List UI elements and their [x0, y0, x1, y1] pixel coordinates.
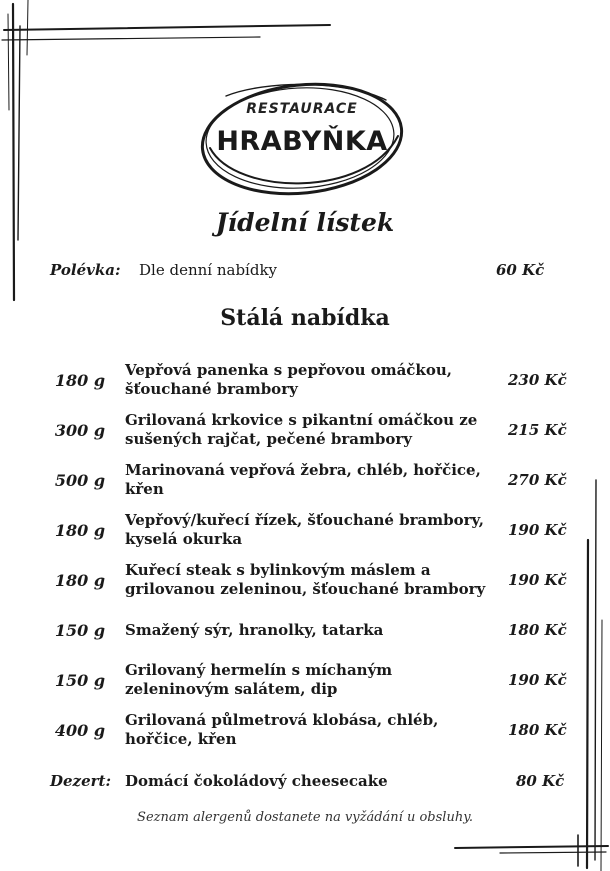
item-weight: 180 g [54, 520, 105, 540]
logo-restaurant-name: HRABYŇKA [216, 126, 388, 157]
item-price: 230 Kč [508, 371, 567, 389]
item-price: 190 Kč [508, 671, 567, 689]
menu-item [0, 355, 610, 405]
item-price: 215 Kč [508, 421, 567, 439]
soup-category: Polévka: [50, 261, 121, 279]
item-weight: 150 g [54, 620, 105, 640]
soup-price: 60 Kč [496, 261, 545, 279]
menu-item [0, 505, 610, 555]
menu-title: Jídelní lístek [215, 208, 395, 237]
dessert-category: Dezert: [50, 772, 111, 790]
item-price: 180 Kč [508, 621, 567, 639]
item-price: 180 Kč [508, 721, 567, 739]
dessert-dish: Domácí čokoládový cheesecake [125, 772, 388, 790]
allergen-note: Seznam alergenů dostanete na vyžádání u obsluhy. [137, 810, 473, 825]
item-weight: 400 g [54, 720, 105, 740]
menu-item [0, 455, 610, 505]
menu-item [0, 405, 610, 455]
item-price: 190 Kč [508, 571, 567, 589]
item-dish: Grilovaný hermelín s míchaným zeleninovým salátem, dip [125, 661, 393, 698]
menu-item [0, 655, 610, 705]
dessert-price: 80 Kč [516, 772, 565, 790]
logo-subtitle: RESTAURACE [246, 101, 358, 117]
item-dish: Vepřový/kuřecí řízek, šťouchané brambory, kyselá okurka [125, 511, 485, 548]
item-weight: 300 g [54, 420, 105, 440]
section-title: Stálá nabídka [220, 305, 390, 331]
item-weight: 150 g [54, 670, 105, 690]
menu-item [0, 555, 610, 605]
item-dish: Grilovaná krkovice s pikantní omáčkou ze sušených rajčat, pečené brambory [125, 411, 478, 448]
menu-item [0, 705, 610, 755]
item-dish: Grilovaná půlmetrová klobása, chléb, hořčice, křen [125, 711, 439, 748]
restaurant-logo [196, 78, 408, 200]
item-price: 270 Kč [508, 471, 567, 489]
menu-item [0, 605, 610, 655]
item-dish: Marinovaná vepřová žebra, chléb, hořčice, křen [125, 461, 481, 498]
item-weight: 500 g [54, 470, 105, 490]
item-dish: Smažený sýr, hranolky, tatarka [125, 620, 384, 639]
item-price: 190 Kč [508, 521, 567, 539]
soup-dish: Dle denní nabídky [139, 261, 278, 279]
item-weight: 180 g [54, 570, 105, 590]
item-weight: 180 g [54, 370, 105, 390]
item-dish: Kuřecí steak s bylinkovým máslem a grilovanou zeleninou, šťouchané brambory [125, 561, 486, 598]
item-dish: Vepřová panenka s pepřovou omáčkou, šťouchané brambory [125, 361, 452, 398]
